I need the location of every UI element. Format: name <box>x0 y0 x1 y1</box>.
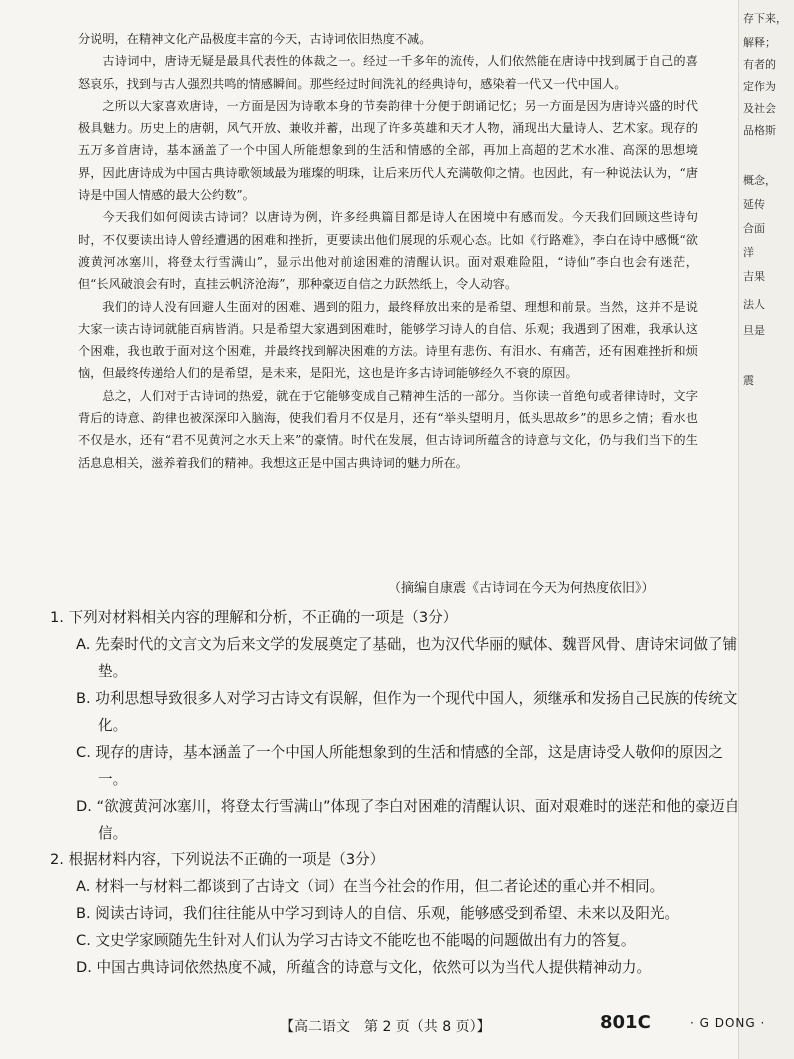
option-b: B. 功利思想导致很多人对学习古诗文有误解，但作为一个现代中国人，须继承和发扬自己民族的传统文化。 <box>76 690 738 734</box>
fragment-line: 旦是 <box>743 324 765 337</box>
passage-paragraph: 今天我们如何阅读古诗词？以唐诗为例，许多经典篇目都是诗人在困境中有感而发。今天我们回顾这些诗句时，不仅要读出诗人曾经遭遇的困难和挫折，更要读出他们展现的乐观心态。比如《行路难》，李白在诗中感慨“欲渡黄河冰塞川，将登太行雪满山”，显示出他对前途困难的清醒认识。面对艰难险阻，“诗仙”李白也会有迷茫，但“长风破浪会有时，直挂云帆济沧海”，那种豪迈自信之力跃然纸上，令人动容。 <box>78 210 698 292</box>
fragment-line: 概念， <box>743 174 776 187</box>
fragment-line: 洋 <box>743 246 754 259</box>
footer-page-info: 【高二语文 第 2 页（共 8 页）】 <box>280 1019 491 1035</box>
option-c: C. 现存的唐诗，基本涵盖了一个中国人所能想象到的生活和情感的全部，这是唐诗受人敬仰的原因之一。 <box>76 744 724 788</box>
fragment-line: 合面 <box>743 222 765 235</box>
option-b: B. 阅读古诗词，我们往往能从中学习到诗人的自信、乐观，能够感受到希望、未来以及阳光。 <box>76 905 680 922</box>
question-2 <box>50 846 740 981</box>
passage-paragraph: 古诗词中，唐诗无疑是最具代表性的体裁之一。经过一千多年的流传，人们依然能在唐诗中找到属于自己的喜怒哀乐，找到与古人强烈共鸣的情感瞬间。那些经过时间洗礼的经典诗句，感染着一代又一代中国人。 <box>78 54 698 91</box>
fragment-line: 定作为 <box>743 80 776 93</box>
question-stem: 1. 下列对材料相关内容的理解和分析，不正确的一项是（3分） <box>50 609 458 626</box>
fragment-line: 吉果 <box>743 270 765 283</box>
reading-passage <box>78 28 698 474</box>
adjacent-page-fragment <box>738 0 794 1059</box>
option-a: A. 材料一与材料二都谈到了古诗文（词）在当今社会的作用，但二者论述的重心并不相同。 <box>76 878 665 895</box>
passage-paragraph: 分说明，在精神文化产品极度丰富的今天，古诗词依旧热度不减。 <box>78 32 432 46</box>
question-1 <box>50 604 740 847</box>
option-c: C. 文史学家顾随先生针对人们认为学习古诗文不能吃也不能喝的问题做出有力的答复。 <box>76 932 636 949</box>
option-a: A. 先秦时代的文言文为后来文学的发展奠定了基础，也为汉代华丽的赋体、魏晋风骨、唐诗宋词做了铺垫。 <box>76 636 738 680</box>
passage-paragraph: 我们的诗人没有回避人生面对的困难、遇到的阻力，最终释放出来的是希望、理想和前景。当然，这并不是说大家一读古诗词就能百病皆消。只是希望大家遇到困难时，能够学习诗人的自信、乐观；我遇到了困难，我承认这个困难，我也敢于面对这个困难，并最终找到解决困难的方法。诗里有悲伤、有泪水、有痛苦，还有困难挫折和烦恼，但最终传递给人们的是希望，是未来，是阳光，这也是许多古诗词能够经久不衰的原因。 <box>78 299 698 381</box>
question-stem: 2. 根据材料内容，下列说法不正确的一项是（3分） <box>50 851 385 868</box>
brand-mark: · G DONG · <box>690 1016 766 1030</box>
fragment-line: 有者的 <box>743 58 776 71</box>
option-d: D. 中国古典诗词依然热度不减，所蕴含的诗意与文化，依然可以为当代人提供精神动力。 <box>76 959 652 976</box>
fragment-line: 法人 <box>743 298 765 311</box>
page-footer <box>270 1012 790 1042</box>
passage-paragraph: 总之，人们对于古诗词的热爱，就在于它能够变成自己精神生活的一部分。当你读一首绝句或者律诗时，文字背后的诗意、韵律也被深深印入脑海，使我们看月不仅是月，还有“举头望明月，低头思故乡”的思乡之情；看水也不仅是水，还有“君不见黄河之水天上来”的豪情。时代在发展，但古诗词所蕴含的诗意与文化，仍与我们当下的生活息息相关，滋养着我们的精神。我想这正是中国古典诗词的魅力所在。 <box>78 388 698 470</box>
fragment-line: 品格斯 <box>743 124 776 137</box>
exam-code: 801C <box>600 1012 651 1033</box>
passage-source: （摘编自康震《古诗词在今天为何热度依旧》） <box>388 581 655 596</box>
fragment-line: 震 <box>743 374 754 387</box>
fragment-line: 解释； <box>743 36 776 49</box>
fragment-line: 及社会 <box>743 102 776 115</box>
option-d: D. “欲渡黄河冰塞川，将登太行雪满山”体现了李白对困难的清醒认识、面对艰难时的迷茫和他的豪迈自信。 <box>76 798 740 842</box>
fragment-line: 延传 <box>743 198 765 211</box>
passage-paragraph: 之所以大家喜欢唐诗，一方面是因为诗歌本身的节奏韵律十分便于朗诵记忆；另一方面是因为唐诗兴盛的时代极具魅力。历史上的唐朝，风气开放、兼收并蓄，出现了许多英雄和天才人物，涌现出大量诗人、艺术家。现存的五万多首唐诗，基本涵盖了一个中国人所能想象到的生活和情感的全部，再加上高超的艺术水准、高深的思想境界，因此唐诗成为中国古典诗歌领域最为璀璨的明珠，让后来历代人充满敬仰之情。也因此，有一种说法认为，“唐诗是中国人情感的最大公约数”。 <box>78 98 698 203</box>
fragment-line: 存下来， <box>743 12 787 25</box>
